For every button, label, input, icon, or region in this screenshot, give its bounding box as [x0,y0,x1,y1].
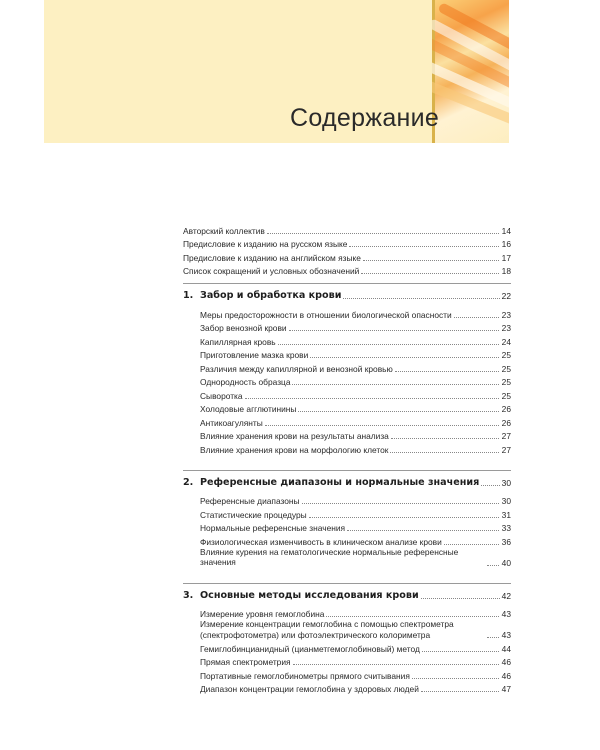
toc-page-number: 44 [501,643,511,654]
dot-leader [421,691,499,692]
decorative-header-image [432,0,509,143]
dot-leader [245,398,499,399]
dot-leader [422,651,499,652]
toc-entry-label: Портативные гемоглобинометры прямого считывания [200,670,410,681]
toc-section-entry[interactable] [200,654,511,668]
page-title: Содержание [290,104,440,132]
toc-section-entry[interactable] [200,667,511,681]
chapter-divider [183,583,511,584]
toc-section-entry[interactable] [200,606,511,620]
toc-front-entry[interactable] [183,236,511,250]
toc-entry-label: Меры предосторожности в отношении биологической опасности [200,309,452,320]
toc-page-number: 26 [501,417,511,428]
toc-section-entry[interactable] [200,414,511,428]
dot-leader [349,246,499,247]
toc-page-number: 31 [501,509,511,520]
dot-leader [487,565,499,566]
dot-leader [391,438,499,439]
toc-section-entry[interactable] [200,441,511,455]
toc-section-entry[interactable] [200,333,511,347]
spacer [183,694,511,702]
dot-leader [310,357,499,358]
toc-page-number: 24 [501,336,511,347]
toc-page-number: 23 [501,323,511,333]
dot-leader [481,485,499,486]
chapter-page-number: 30 [501,477,511,488]
toc-section-entry[interactable] [200,401,511,415]
toc-page-number: 23 [501,309,511,320]
toc-entry-label: Различия между капиллярной и венозной кровью [200,363,393,374]
dot-leader [487,637,499,638]
toc-page-number: 25 [501,363,511,374]
toc-section-entry[interactable] [200,374,511,388]
dot-leader [265,425,499,426]
toc-entry-label: Измерение концентрации гемоглобина с помощью спектрометра (спектрофотометра) или фотоэлектрического колориметра [200,619,454,640]
toc-front-entry[interactable] [183,263,511,277]
chapter-number: 2. [183,476,194,488]
toc-entry-label: Капиллярная кровь [200,336,276,347]
toc-section-entry[interactable] [200,640,511,654]
toc-entry-label: Влияние хранения крови на результаты анализа [200,431,389,441]
toc-entry-label: Антикоагулянты [200,417,263,428]
toc-entry-label: Однородность образца [200,377,291,387]
toc-front-entry[interactable] [183,222,511,236]
dot-leader [267,233,499,234]
toc-section-entry[interactable] [200,347,511,361]
toc-section-entry[interactable] [200,520,511,534]
dot-leader [326,616,499,617]
chapter-heading[interactable] [183,473,511,488]
toc-page-number: 25 [501,390,511,401]
toc-entry-label: Предисловие к изданию на русском языке [183,239,348,249]
toc-entry-label: Предисловие к изданию на английском языке [183,252,361,263]
dot-leader [444,544,499,545]
toc-page-number: 25 [501,350,511,360]
dot-leader [343,298,499,299]
toc-section-entry[interactable] [200,320,511,334]
toc-entry-label: Сыворотка [200,390,243,401]
dot-leader [298,411,499,412]
toc-entry-label: Забор венозной крови [200,323,287,333]
toc-entry-label: Холодовые агглютинины [200,404,297,414]
toc-page-number: 33 [501,523,511,533]
chapter-page-number: 22 [501,291,511,301]
chapter-title: Референсные диапазоны и нормальные значения [200,476,480,488]
toc-page-number: 46 [501,657,511,667]
spacer [183,455,511,463]
dot-leader [363,260,499,261]
toc-entry-label: Измерение уровня гемоглобина [200,609,325,619]
spacer [183,568,511,576]
chapter-divider [183,470,511,471]
toc-page-number: 43 [501,630,511,640]
toc-page-number: 27 [501,431,511,441]
toc-page-number: 25 [501,377,511,387]
toc-page-number: 17 [501,252,511,263]
toc-entry-label: Референсные диапазоны [200,496,300,506]
toc-entry-label: Приготовление мазка крови [200,350,309,360]
dot-leader [390,452,499,453]
dot-leader [454,317,499,318]
dot-leader [395,371,499,372]
dot-leader [293,664,499,665]
chapter-title: Забор и обработка крови [200,290,342,301]
dot-leader [309,517,499,518]
chapter-page-number: 42 [501,590,511,601]
toc-section-entry[interactable] [200,493,511,507]
chapter-number: 1. [183,290,194,301]
chapter-divider [183,283,511,284]
toc-page-number: 27 [501,444,511,455]
toc-page-number: 18 [501,266,511,276]
dot-leader [278,344,499,345]
dot-leader [292,384,499,385]
chapter-number: 3. [183,589,194,601]
toc-section-entry[interactable] [200,306,511,320]
toc-entry-label: Влияние курения на гематологические нормальные референсные значения [200,546,459,567]
toc-entry-label: Авторский коллектив [183,225,265,236]
toc-page-number: 16 [501,239,511,249]
toc-entry-label: Статистические процедуры [200,509,307,520]
toc-entry-label: Гемиглобинцианидный (цианметгемоглобиновый) метод [200,643,420,654]
dot-leader [302,503,499,504]
dot-leader [289,330,499,331]
toc-page-number: 47 [501,684,511,694]
dot-leader [361,273,499,274]
toc-section-entry[interactable] [200,547,511,568]
toc-entry-label: Список сокращений и условных обозначений [183,266,360,276]
toc-section-entry[interactable] [200,533,511,547]
toc-section-entry[interactable] [200,360,511,374]
chapter-heading[interactable] [183,286,511,301]
toc-section-entry[interactable] [200,619,511,640]
table-of-contents [183,222,511,702]
toc-entry-label: Физиологическая изменчивость в клиническом анализе крови [200,536,442,547]
toc-page-number: 46 [501,670,511,681]
dot-leader [421,598,500,599]
toc-page-number: 26 [501,404,511,414]
toc-entry-label: Влияние хранения крови на морфологию клеток [200,444,389,455]
dot-leader [347,530,499,531]
toc-section-entry[interactable] [200,506,511,520]
toc-page-number: 40 [501,557,511,568]
chapter-heading[interactable] [183,586,511,601]
toc-page-number: 36 [501,536,511,547]
toc-page-number: 14 [501,225,511,236]
toc-section-entry[interactable] [200,387,511,401]
toc-entry-label: Прямая спектрометрия [200,657,291,667]
toc-section-entry[interactable] [200,428,511,442]
toc-section-entry[interactable] [200,681,511,695]
toc-front-entry[interactable] [183,249,511,263]
dot-leader [412,678,499,679]
toc-entry-label: Диапазон концентрации гемоглобина у здоровых людей [200,684,419,694]
toc-page-number: 43 [501,609,511,619]
chapter-title: Основные методы исследования крови [200,589,419,601]
toc-entry-label: Нормальные референсные значения [200,523,346,533]
toc-page-number: 30 [501,496,511,506]
